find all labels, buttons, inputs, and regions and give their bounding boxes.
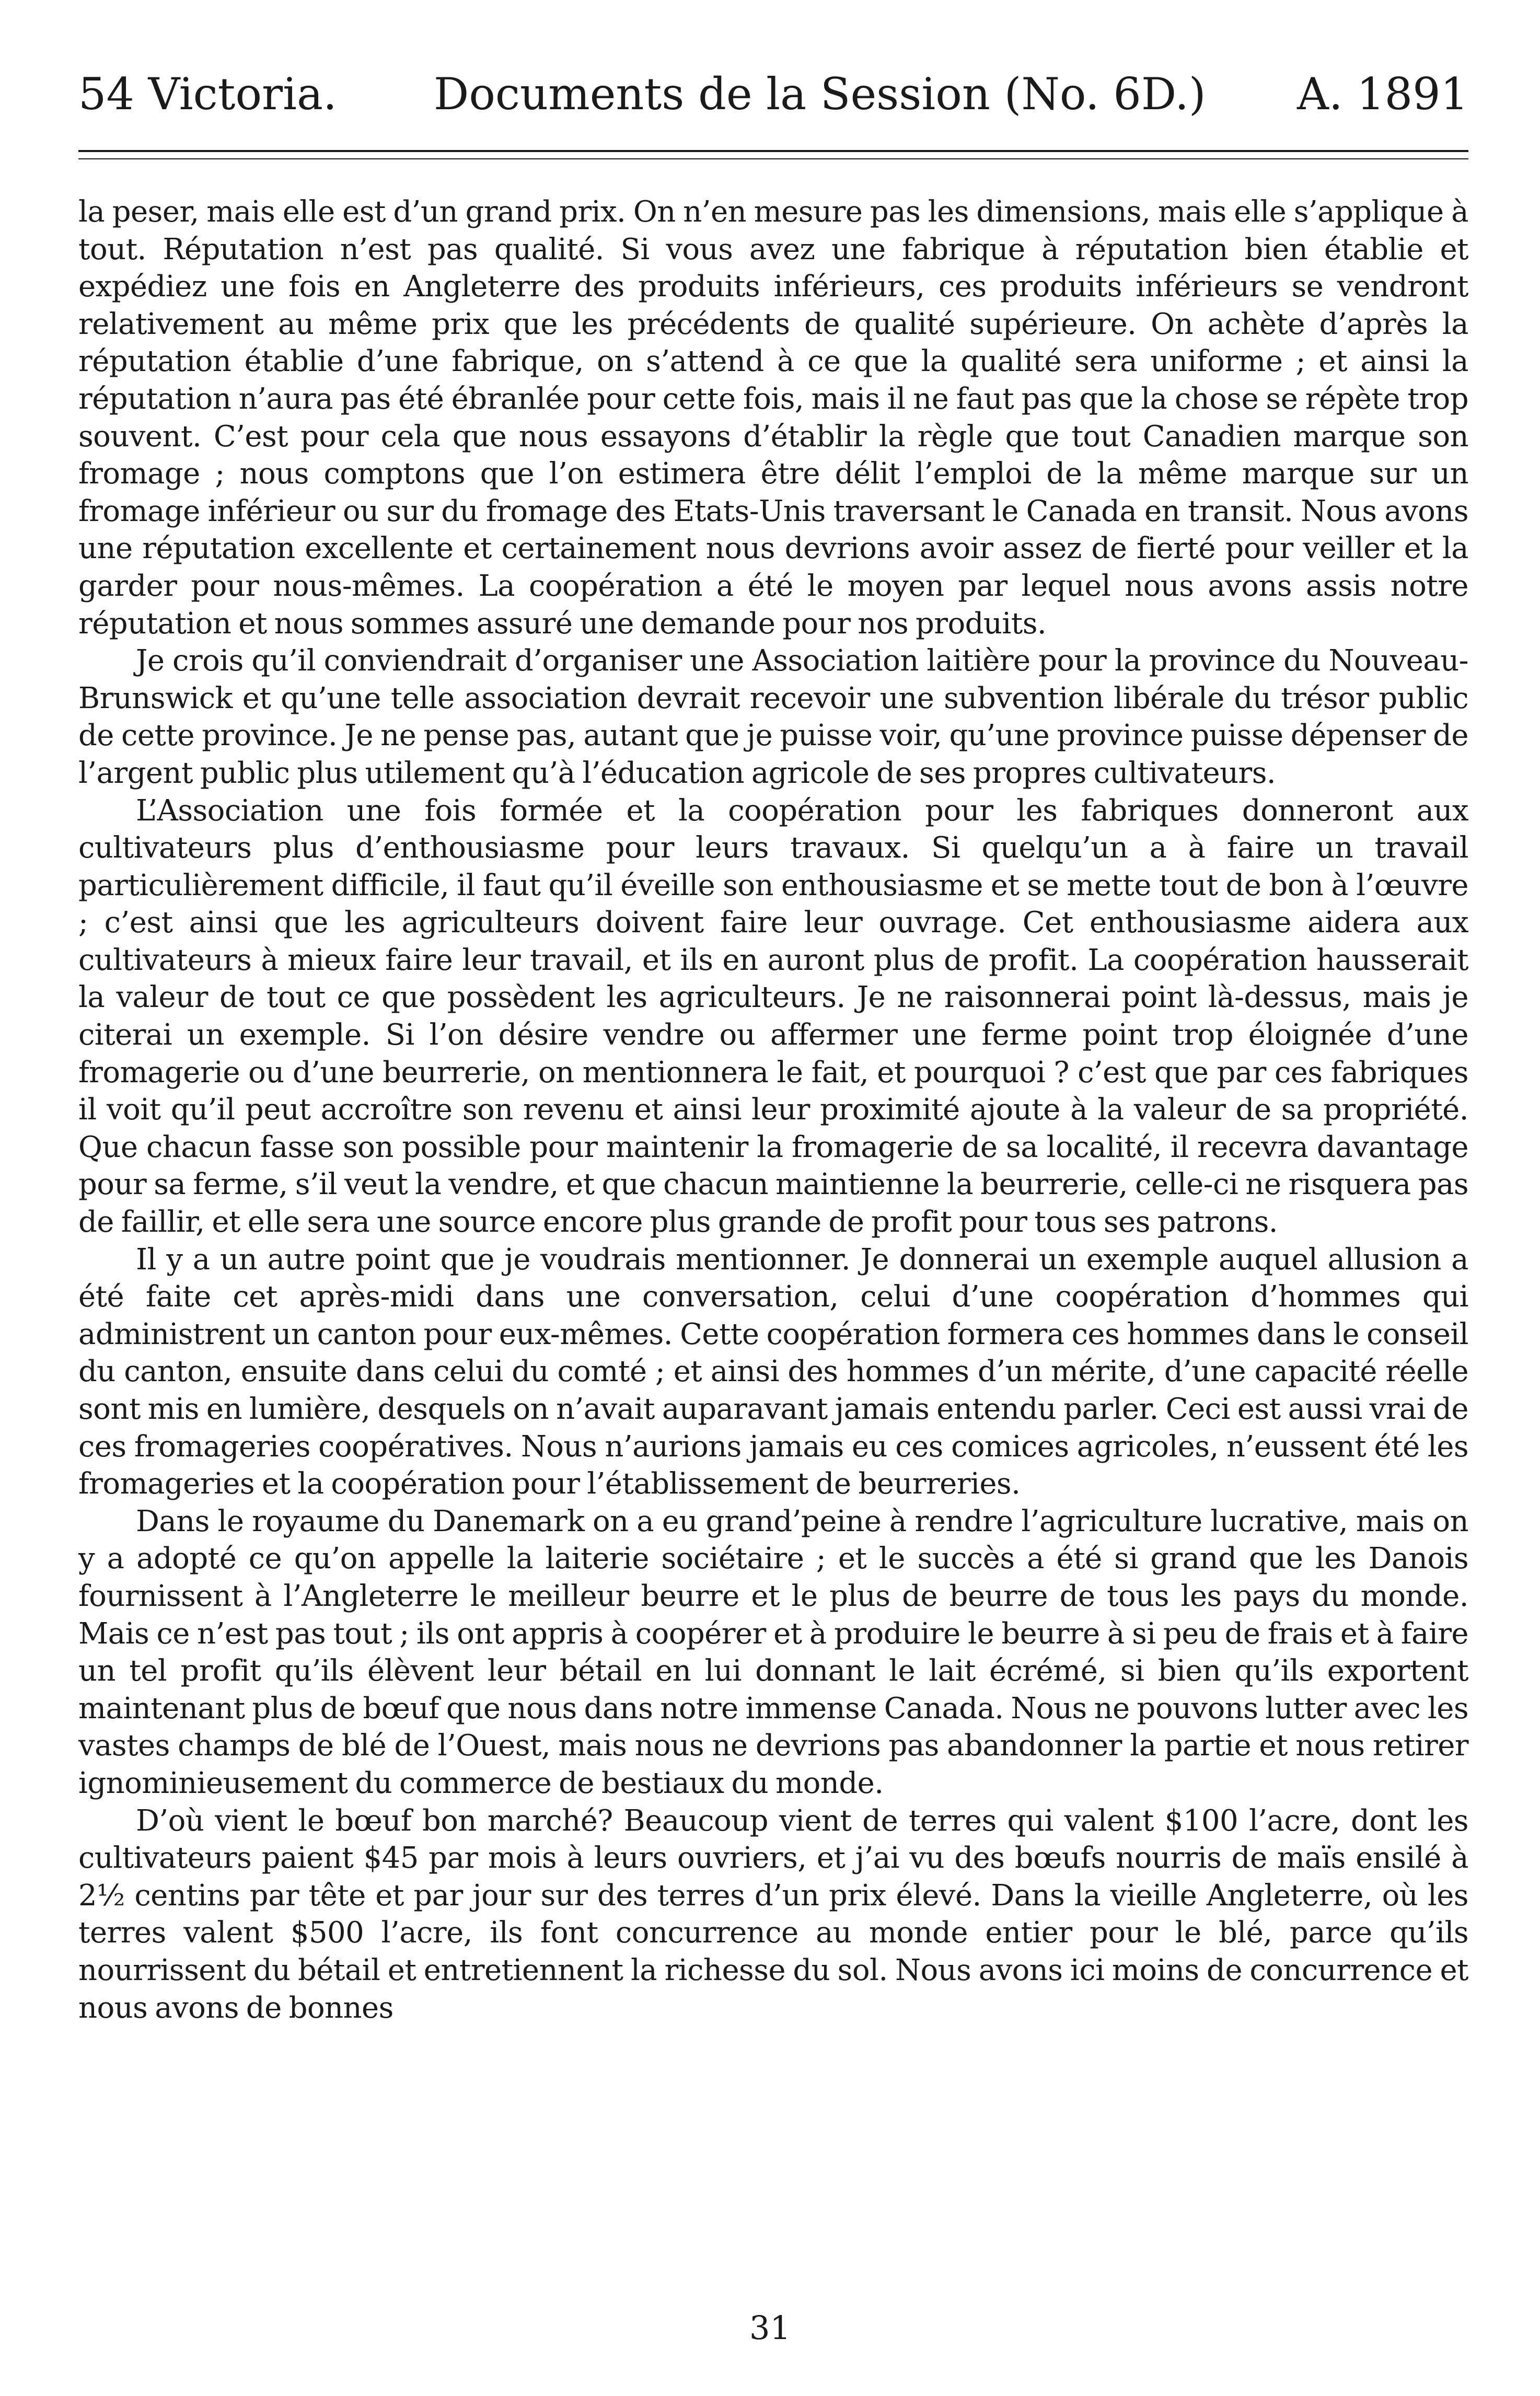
running-header [78, 37, 1468, 120]
header-title: Documents de la Session (No. 6D.) [434, 68, 1206, 120]
header-rule-thin [78, 158, 1468, 159]
paragraph-4: Il y a un autre point que je voudrais mentionner. Je donnerai un exemple auquel allusion a été faite cet après-midi dans une conversation, celui d’une coopération d’hommes qui administrent un canton pour eux-mêmes. Cette coopération formera ces hommes dans le conseil du canton, ensuite dans celui du comté ; et ainsi des hommes d’un mérite, d’une capacité réelle sont mis en lumière, desquels on n’avait auparavant jamais entendu parler. Ceci est aussi vrai de ces fromageries coopératives. Nous n’aurions jamais eu ces comices agricoles, n’eussent été les fromageries et la coopération pour l’établissement de beurreries. [78, 1242, 1468, 1501]
paragraph-2: Je crois qu’il conviendrait d’organiser une Association laitière pour la province du Nouveau-Brunswick et qu’une telle association devrait recevoir une subvention libérale du trésor public de cette province. Je ne pense pas, autant que je puisse voir, qu’une province puisse dépenser de l’argent public plus utilement qu’à l’éducation agricole de ses propres cultivateurs. [78, 644, 1468, 790]
page-number: 31 [749, 2309, 791, 2347]
paragraph-3: L’Association une fois formée et la coopération pour les fabriques donneront aux cultivateurs plus d’enthousiasme pour leurs travaux. Si quelqu’un a à faire un travail particulièrement difficile, il faut qu’il éveille son enthousiasme et se mette tout de bon à l’œuvre ; c’est ainsi que les agriculteurs doivent faire leur ouvrage. Cet enthousiasme aidera aux cultivateurs à mieux faire leur travail, et ils en auront plus de profit. La coopération hausserait la valeur de tout ce que possèdent les agriculteurs. Je ne raisonnerai point là-dessus, mais je citerai un exemple. Si l’on désire vendre ou affermer une ferme point trop éloignée d’une fromagerie ou d’une beurrerie, on mentionnera le fait, et pourquoi ? c’est que par ces fabriques il voit qu’il peut accroître son revenu et ainsi leur proximité ajoute à la valeur de sa propriété. Que chacun fasse son possible pour maintenir la fromagerie de sa localité, il recevra davantage pour sa ferme, s’il veut la vendre, et que chacun maintienne la beurrerie, celle-ci ne risquera pas de faillir, et elle sera une source encore plus grande de profit pour tous ses patrons. [78, 793, 1468, 1240]
paragraph-6: D’où vient le bœuf bon marché? Beaucoup vient de terres qui valent $100 l’acre, dont les cultivateurs paient $45 par mois à leurs ouvriers, et j’ai vu des bœufs nourris de maïs ensilé à 2½ centins par tête et par jour sur des terres d’un prix élevé. Dans la vieille Angleterre, où les terres valent $500 l’acre, ils font concurrence au monde entier pour le blé, parce qu’ils nourrissent du bétail et entretiennent la richesse du sol. Nous avons ici moins de concurrence et nous avons de bonnes [78, 1803, 1468, 2025]
header-volume: 54 Victoria. [78, 68, 337, 120]
header-year: A. 1891 [1297, 68, 1468, 120]
paragraph-5: Dans le royaume du Danemark on a eu grand’peine à rendre l’agriculture lucrative, mais on y a adopté ce qu’on appelle la laiterie sociétaire ; et le succès a été si grand que les Danois fournissent à l’Angleterre le meilleur beurre et le plus de beurre de tous les pays du monde. Mais ce n’est pas tout ; ils ont appris à coopérer et à produire le beurre à si peu de frais et à faire un tel profit qu’ils élèvent leur bétail en lui donnant le lait écrémé, si bien qu’ils exportent maintenant plus de bœuf que nous dans notre immense Canada. Nous ne pouvons lutter avec les vastes champs de blé de l’Ouest, mais nous ne devrions pas abandonner la partie et nous retirer ignominieusement du commerce de bestiaux du monde. [78, 1504, 1468, 1800]
body-text [78, 193, 1468, 2027]
header-rule-thick [78, 150, 1468, 152]
paragraph-1: la peser, mais elle est d’un grand prix. On n’en mesure pas les dimensions, mais elle s’applique à tout. Réputation n’est pas qualité. Si vous avez une fabrique à réputation bien établie et expédiez une fois en Angleterre des produits inférieurs, ces produits inférieurs se vendront relativement au même prix que les précédents de qualité supérieure. On achète d’après la réputation établie d’une fabrique, on s’attend à ce que la qualité sera uniforme ; et ainsi la réputation n’aura pas été ébranlée pour cette fois, mais il ne faut pas que la chose se répète trop souvent. C’est pour cela que nous essayons d’établir la règle que tout Canadien marque son fromage ; nous comptons que l’on estimera être délit l’emploi de la même marque sur un fromage inférieur ou sur du fromage des Etats-Unis traversant le Canada en transit. Nous avons une réputation excellente et certainement nous devrions avoir assez de fierté pour veiller et la garder pour nous-mêmes. La coopération a été le moyen par lequel nous avons assis notre réputation et nous sommes assuré une demande pour nos produits. [78, 195, 1468, 641]
